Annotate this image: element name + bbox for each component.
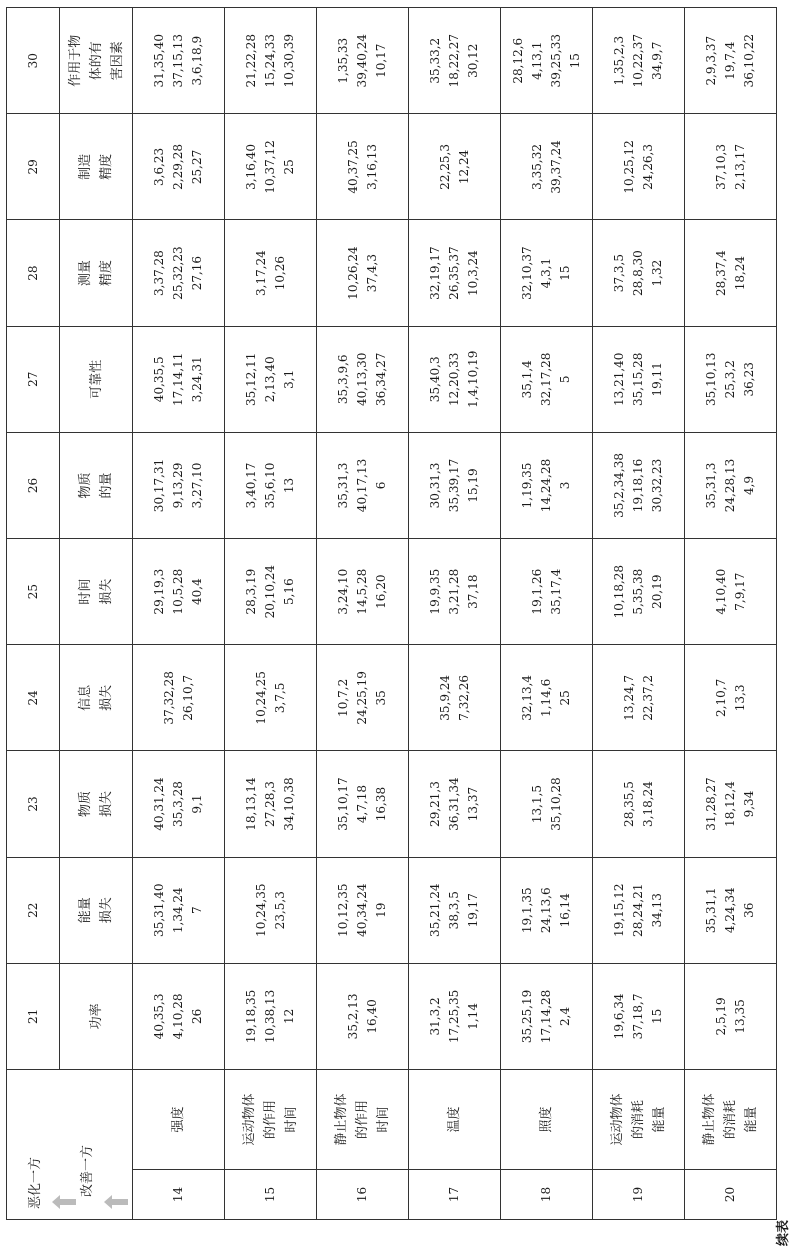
principle-cell: 29,19,3 10,5,28 40,4 — [133, 539, 225, 645]
principle-cell: 3,35,32 39,37,24 — [501, 114, 593, 220]
principle-cell: 22,25,3 12,24 — [409, 114, 501, 220]
column-number: 30 — [7, 8, 60, 114]
principle-cell: 35,31,1 4,24,34 36 — [685, 857, 777, 963]
column-number: 29 — [7, 114, 60, 220]
corner-cell — [7, 1070, 133, 1220]
principle-cell: 35,2,13 16,40 — [317, 963, 409, 1069]
column-parameter-name: 时间 损失 — [60, 539, 133, 645]
principle-cell: 35,2,34,38 19,18,16 30,32,23 — [593, 432, 685, 538]
contradiction-matrix-table — [6, 7, 777, 1220]
row-number: 20 — [685, 1170, 777, 1220]
principle-cell: 13,1,5 35,10,28 — [501, 751, 593, 857]
principle-cell: 37,10,3 2,13,17 — [685, 114, 777, 220]
principle-cell: 3,40,17 35,6,10 13 — [225, 432, 317, 538]
table-row — [133, 8, 225, 1220]
column-number: 22 — [7, 857, 60, 963]
principle-cell: 1,35,2,3 10,22,37 34,9,7 — [593, 8, 685, 114]
principle-cell: 35,9,24 7,32,26 — [409, 645, 501, 751]
column-parameter-name: 可靠性 — [60, 326, 133, 432]
principle-cell: 2,5,19 13,35 — [685, 963, 777, 1069]
arrow-icon — [104, 1195, 128, 1209]
principle-cell: 28,37,4 18,24 — [685, 220, 777, 326]
principle-cell: 2,9,3,37 19,7,4 36,10,22 — [685, 8, 777, 114]
principle-cell: 19,18,35 10,38,13 12 — [225, 963, 317, 1069]
principle-cell: 40,37,25 3,16,13 — [317, 114, 409, 220]
principle-cell: 35,31,40 1,34,24 7 — [133, 857, 225, 963]
row-parameter-name: 静止物体 的消耗 能量 — [685, 1070, 777, 1170]
column-number: 21 — [7, 963, 60, 1069]
principle-cell: 18,13,14 27,28,3 34,10,38 — [225, 751, 317, 857]
column-parameter-name: 制造 精度 — [60, 114, 133, 220]
principle-cell: 29,21,3 36,31,34 13,37 — [409, 751, 501, 857]
principle-cell: 28,12,6 4,13,1 39,25,33 15 — [501, 8, 593, 114]
principle-cell: 2,10,7 13,3 — [685, 645, 777, 751]
principle-cell: 19,1,26 35,17,4 — [501, 539, 593, 645]
row-number: 18 — [501, 1170, 593, 1220]
column-number: 28 — [7, 220, 60, 326]
table-row — [409, 8, 501, 1220]
column-parameter-name: 物质 损失 — [60, 751, 133, 857]
row-parameter-name: 温度 — [409, 1070, 501, 1170]
principle-cell: 40,35,5 17,14,11 3,24,31 — [133, 326, 225, 432]
column-number: 25 — [7, 539, 60, 645]
table-caption: 续表 — [776, 1219, 791, 1246]
principle-cell: 19,9,35 3,21,28 37,18 — [409, 539, 501, 645]
principle-cell: 31,28,27 18,12,4 9,34 — [685, 751, 777, 857]
row-number: 16 — [317, 1170, 409, 1220]
row-number: 17 — [409, 1170, 501, 1220]
principle-cell: 31,35,40 37,15,13 3,6,18,9 — [133, 8, 225, 114]
principle-cell: 32,19,17 26,35,37 10,3,24 — [409, 220, 501, 326]
table-row — [593, 8, 685, 1220]
header-number-row — [7, 8, 60, 1220]
arrow-icon — [52, 1195, 76, 1209]
principle-cell: 10,26,24 37,4,3 — [317, 220, 409, 326]
improve-label: 改善一方 — [79, 1144, 95, 1197]
column-number: 26 — [7, 432, 60, 538]
principle-cell: 3,16,40 10,37,12 25 — [225, 114, 317, 220]
principle-cell: 19,1,35 24,13,6 16,14 — [501, 857, 593, 963]
table-row — [225, 8, 317, 1220]
table-row — [317, 8, 409, 1220]
principle-cell: 30,31,3 35,39,17 15,19 — [409, 432, 501, 538]
row-number: 19 — [593, 1170, 685, 1220]
row-parameter-name: 运动物体 的作用 时间 — [225, 1070, 317, 1170]
principle-cell: 35,21,24 38,3,5 19,17 — [409, 857, 501, 963]
row-number: 15 — [225, 1170, 317, 1220]
header-name-row — [60, 8, 133, 1220]
principle-cell: 35,10,13 25,3,2 36,23 — [685, 326, 777, 432]
principle-cell: 10,7,2 24,25,19 35 — [317, 645, 409, 751]
principle-cell: 3,17,24 10,26 — [225, 220, 317, 326]
column-parameter-name: 功率 — [60, 963, 133, 1069]
row-parameter-name: 照度 — [501, 1070, 593, 1170]
principle-cell: 31,3,2 17,25,35 1,14 — [409, 963, 501, 1069]
principle-cell: 35,33,2 18,22,27 30,12 — [409, 8, 501, 114]
principle-cell: 35,31,3 24,28,13 4,9 — [685, 432, 777, 538]
principle-cell: 40,35,3 4,10,28 26 — [133, 963, 225, 1069]
principle-cell: 10,24,35 23,5,3 — [225, 857, 317, 963]
principle-cell: 4,10,40 7,9,17 — [685, 539, 777, 645]
row-number: 14 — [133, 1170, 225, 1220]
principle-cell: 40,31,24 35,3,28 9,1 — [133, 751, 225, 857]
principle-cell: 19,6,34 37,18,7 15 — [593, 963, 685, 1069]
principle-cell: 3,24,10 14,5,28 16,20 — [317, 539, 409, 645]
principle-cell: 21,22,28 15,24,33 10,30,39 — [225, 8, 317, 114]
worsen-label: 恶化一方 — [27, 1156, 43, 1209]
column-number: 24 — [7, 645, 60, 751]
principle-cell: 13,24,7 22,37,2 — [593, 645, 685, 751]
principle-cell: 35,10,17 4,7,18 16,38 — [317, 751, 409, 857]
principle-cell: 32,10,37 4,3,1 15 — [501, 220, 593, 326]
table-row — [685, 8, 777, 1220]
principle-cell: 10,12,35 40,34,24 19 — [317, 857, 409, 963]
principle-cell: 32,13,4 1,14,6 25 — [501, 645, 593, 751]
table-row — [501, 8, 593, 1220]
principle-cell: 35,40,3 12,20,33 1,4,10,19 — [409, 326, 501, 432]
principle-cell: 1,19,35 14,24,28 3 — [501, 432, 593, 538]
principle-cell: 10,18,28 5,35,38 20,19 — [593, 539, 685, 645]
column-number: 23 — [7, 751, 60, 857]
row-parameter-name: 静止物体 的作用 时间 — [317, 1070, 409, 1170]
principle-cell: 13,21,40 35,15,28 19,11 — [593, 326, 685, 432]
principle-cell: 35,12,11 2,13,40 3,1 — [225, 326, 317, 432]
principle-cell: 35,1,4 32,17,28 5 — [501, 326, 593, 432]
column-parameter-name: 能量 损失 — [60, 857, 133, 963]
principle-cell: 3,6,23 2,29,28 25,27 — [133, 114, 225, 220]
column-number: 27 — [7, 326, 60, 432]
principle-cell: 19,15,12 28,24,21 34,13 — [593, 857, 685, 963]
principle-cell: 10,24,25 3,7,5 — [225, 645, 317, 751]
column-parameter-name: 物质 的量 — [60, 432, 133, 538]
principle-cell: 35,31,3 40,17,13 6 — [317, 432, 409, 538]
row-parameter-name: 运动物体 的消耗 能量 — [593, 1070, 685, 1170]
principle-cell: 1,35,33 39,40,24 10,17 — [317, 8, 409, 114]
principle-cell: 3,37,28 25,32,23 27,16 — [133, 220, 225, 326]
principle-cell: 10,25,12 24,26,3 — [593, 114, 685, 220]
principle-cell: 28,35,5 3,18,24 — [593, 751, 685, 857]
principle-cell: 37,32,28 26,10,7 — [133, 645, 225, 751]
column-parameter-name: 作用于物 体的有 害因素 — [60, 8, 133, 114]
principle-cell: 35,25,19 17,14,28 2,4 — [501, 963, 593, 1069]
row-parameter-name: 强度 — [133, 1070, 225, 1170]
principle-cell: 35,3,9,6 40,13,30 36,34,27 — [317, 326, 409, 432]
principle-cell: 30,17,31 9,13,29 3,27,10 — [133, 432, 225, 538]
principle-cell: 28,3,19 20,10,24 5,16 — [225, 539, 317, 645]
column-parameter-name: 信息 损失 — [60, 645, 133, 751]
principle-cell: 37,3,5 28,8,30 1,32 — [593, 220, 685, 326]
column-parameter-name: 测量 精度 — [60, 220, 133, 326]
